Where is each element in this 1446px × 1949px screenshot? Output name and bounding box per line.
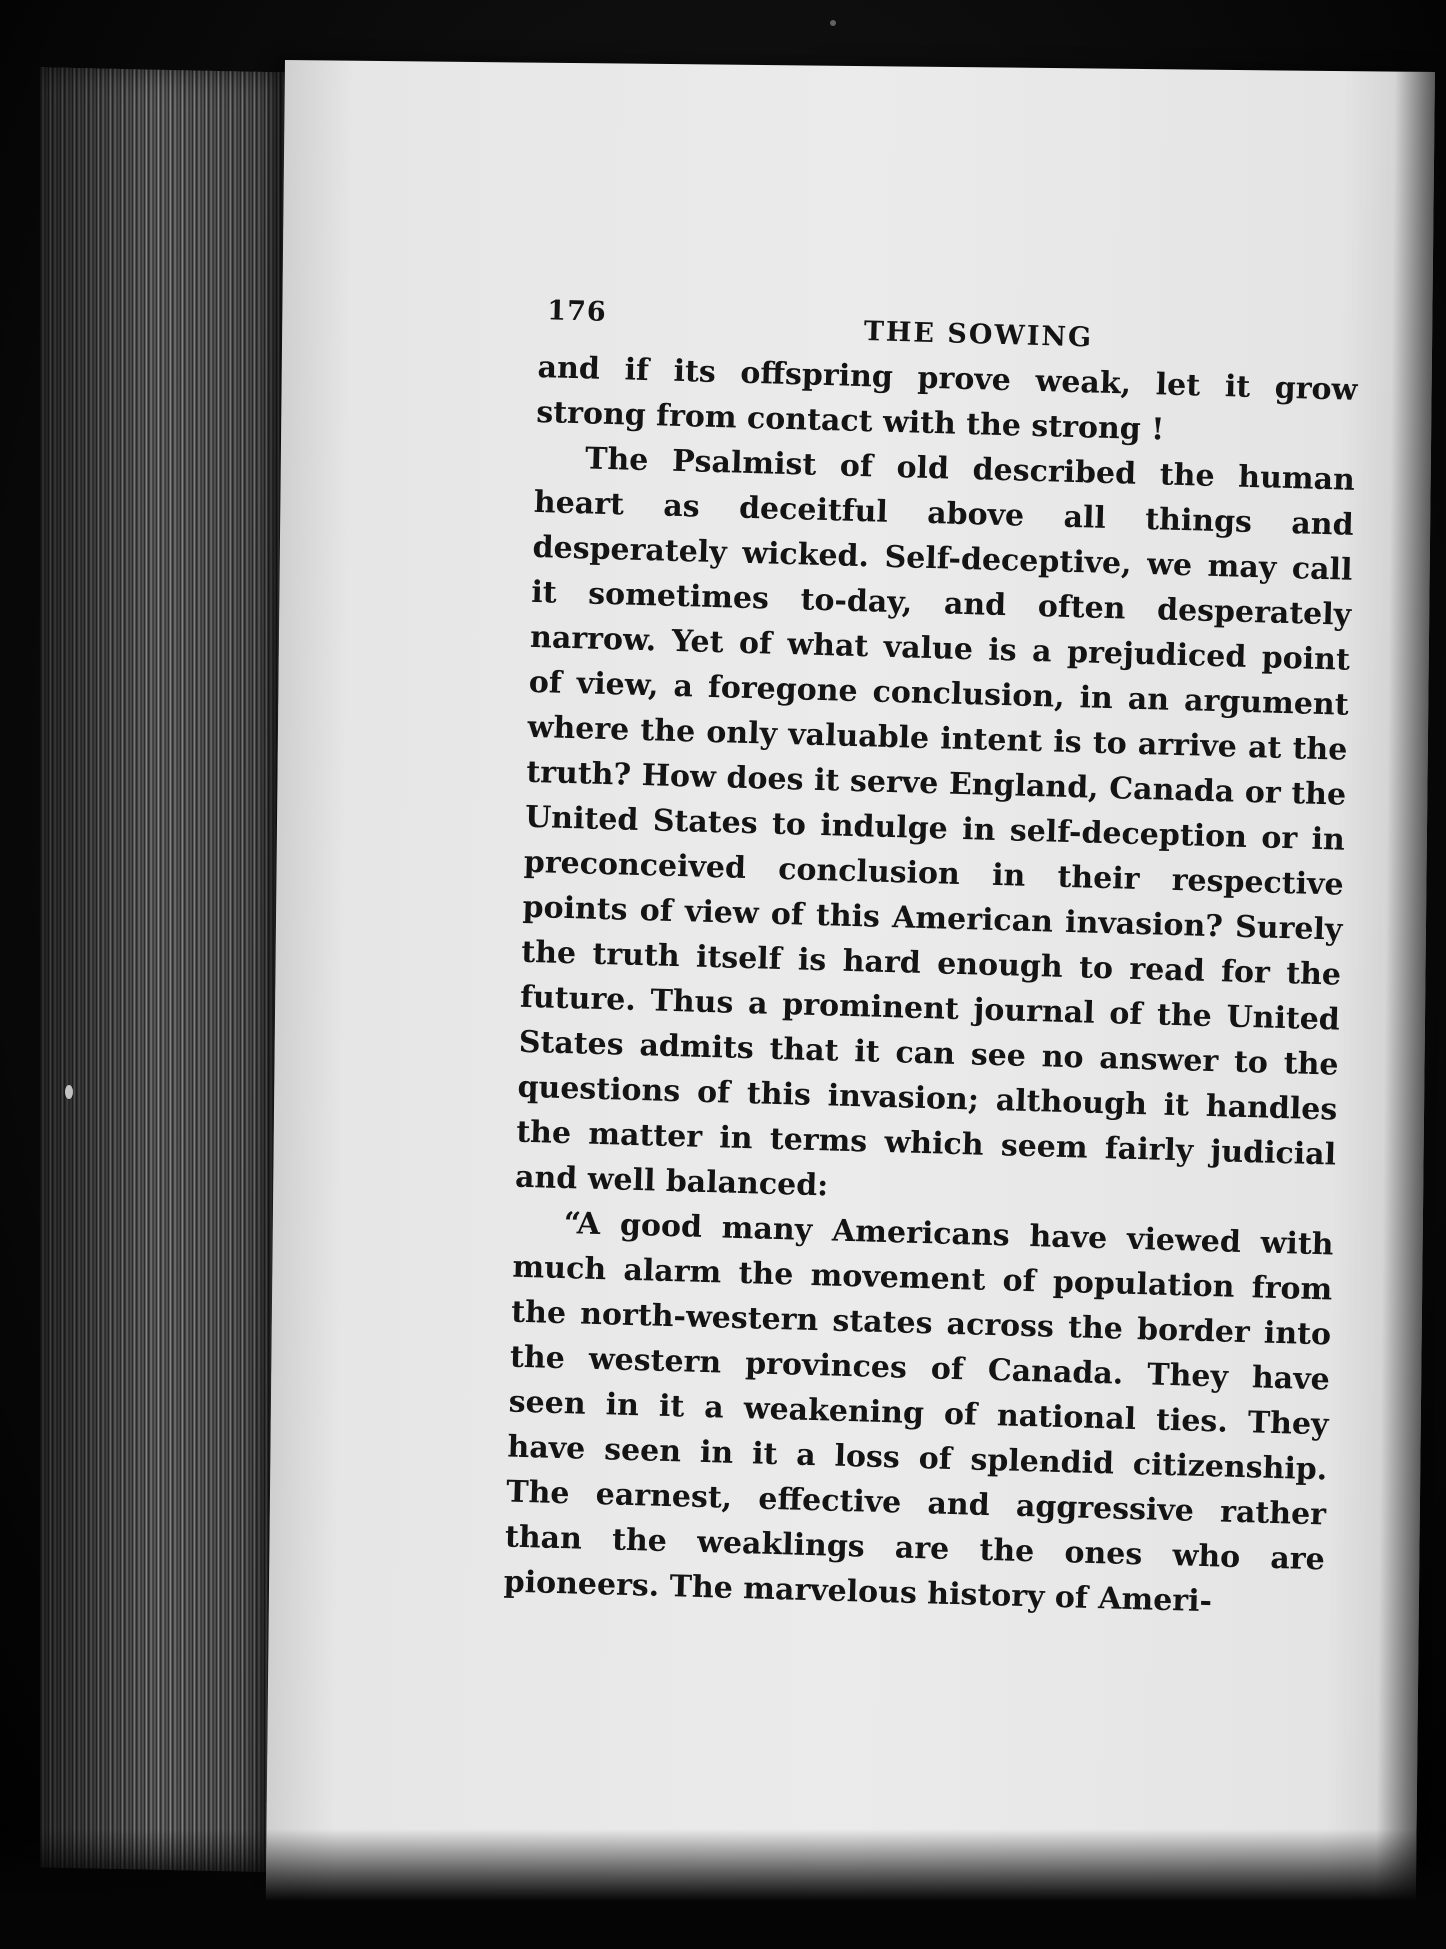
page-number: 176 bbox=[546, 295, 608, 328]
speck-mark bbox=[65, 1085, 73, 1099]
book-page-edges bbox=[40, 67, 300, 1872]
bottom-shadow bbox=[0, 1829, 1446, 1949]
speck-mark bbox=[830, 20, 836, 26]
body-text bbox=[503, 345, 1358, 1627]
text-block bbox=[503, 285, 1360, 1627]
paragraph-psalmist: The Psalmist of old described the human heart as deceitful above all things and desperately wicked. Self-deceptive, we may call it sometimes to-day, and often desperately narrow. Yet of what value is a prejudiced point of view, a foregone conclusion, in an argument where the only valuable intent is to arrive at the truth? How does it serve England, Canada or the United States to indulge in self-deception or in preconceived conclusion in their respective points of view of this American invasion? Surely the truth itself is hard enough to read for the future. Thus a prominent journal of the United States admits that it can see no answer to the questions of this invasion; although it handles the matter in terms which seem fairly judicial and well balanced: bbox=[514, 441, 1356, 1204]
running-title: THE SOWING bbox=[863, 316, 1094, 354]
paragraph-quotation: “A good many Americans have viewed with much alarm the movement of population from the north-western states across the border into the western provinces of Canada. They have seen in it a weakening of national ties. They have seen in it a loss of splendid citizenship. The earnest, effective and aggressive rather than the weaklings are the ones who are pioneers. The marvelous history of Ameri- bbox=[503, 1206, 1334, 1620]
paragraph-continued: and if its offspring prove weak, let it grow strong from contact with the strong ! bbox=[535, 349, 1358, 448]
